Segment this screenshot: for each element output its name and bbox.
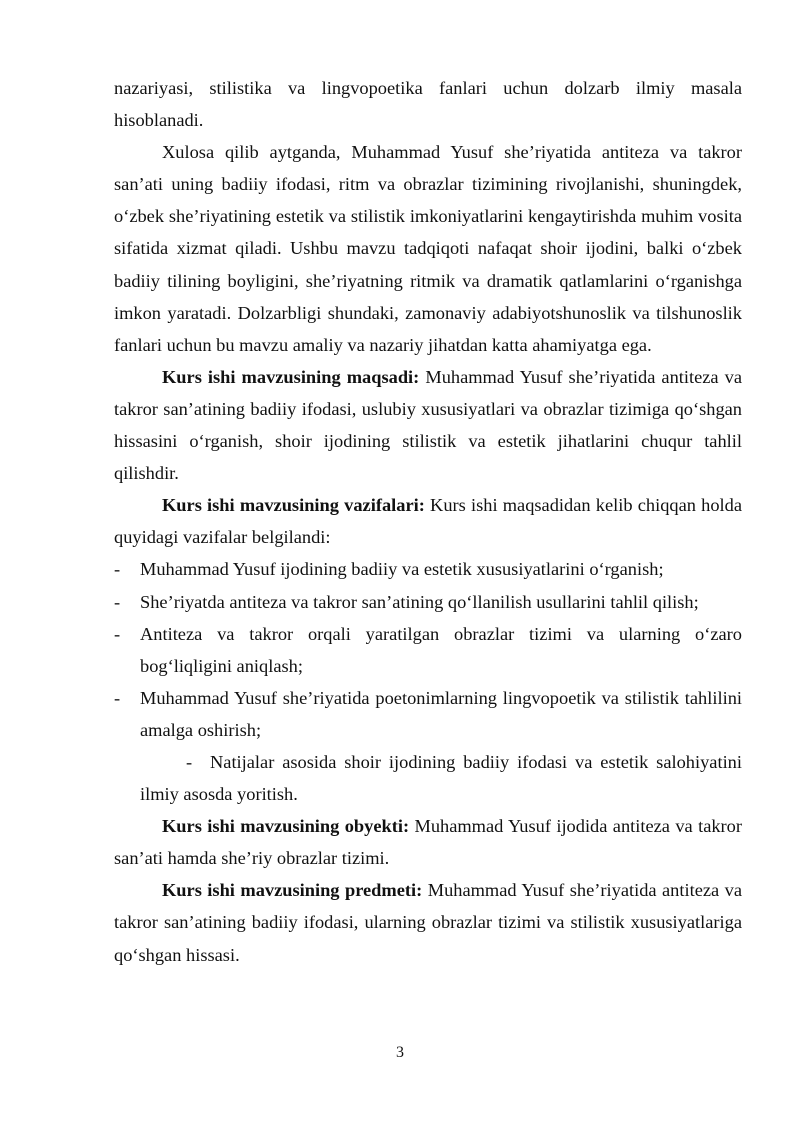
dash-marker: - [114, 687, 121, 708]
paragraph-subject [114, 874, 742, 970]
list-item [114, 746, 742, 810]
page-number: 3 [396, 1044, 404, 1061]
list-item-text: She’riyatda antiteza va takror san’atining qo‘llanilish usullarini tahlil qilish; [140, 591, 699, 612]
page-body [114, 72, 742, 971]
paragraph-object [114, 810, 742, 874]
paragraph-continued: nazariyasi, stilistika va lingvopoetika fanlari uchun dolzarb ilmiy masala hisoblanadi. [114, 78, 742, 131]
list-item-text: Natijalar asosida shoir ijodining badiiy ifodasi va estetik salohiyatini ilmiy asosda yoritish. [140, 751, 742, 805]
subject-heading: Kurs ishi mavzusining predmeti: [162, 880, 423, 901]
dash-marker: - [114, 559, 121, 580]
list-item [114, 586, 742, 618]
dash-marker: - [114, 591, 121, 612]
list-item [114, 553, 742, 585]
dash-marker: - [186, 751, 193, 772]
list-item [114, 618, 742, 682]
subject-text: Muhammad Yusuf she’riyatida antiteza va takror san’atining badiiy ifodasi, ularning obrazlar tizimi va stilistik xususiyatlariga qo‘shgan hissasi. [114, 880, 743, 965]
list-item-text: Antiteza va takror orqali yaratilgan obrazlar tizimi va ularning o‘zaro bog‘liqligini aniqlash; [140, 623, 742, 676]
list-item-text: Muhammad Yusuf ijodining badiiy va estetik xususiyatlarini o‘rganish; [140, 559, 664, 580]
paragraph-conclusion: Xulosa qilib aytganda, Muhammad Yusuf she’riyatida antiteza va takror san’ati uning badiiy ifodasi, ritm va obrazlar tizimining rivojlanishi, shuningdek, o‘zbek she’riyatining estetik va stilistik imkoniyatlarini kengaytirishda muhim vosita sifatida xizmat qiladi. Ushbu mavzu tadqiqoti nafaqat shoir ijodini, balki o‘zbek badiiy tilining boyligini, she’riyatning ritmik va dramatik qatlamlarini o‘rganishga imkon yaratadi. Dolzarbligi shundaki, zamonaviy adabiyotshunoslik va tilshunoslik fanlari uchun bu mavzu amaliy va nazariy jihatdan katta ahamiyatga ega. [114, 142, 742, 355]
goal-text: Muhammad Yusuf she’riyatida antiteza va takror san’atining badiiy ifodasi, uslubiy xususiyatlari va obrazlar tizimiga qo‘shgan hissasini o‘rganish, shoir ijodining stilistik va estetik jihatlarini chuqur tahlil qilishdir. [114, 366, 742, 484]
list-item [114, 682, 742, 746]
object-heading: Kurs ishi mavzusining obyekti: [162, 816, 410, 837]
paragraph-goal [114, 361, 742, 489]
dash-marker: - [114, 623, 121, 644]
list-item-text: Muhammad Yusuf she’riyatida poetonimlarning lingvopoetik va stilistik tahlilini amalga oshirish; [140, 687, 742, 740]
tasks-text: Kurs ishi maqsadidan kelib chiqqan holda quyidagi vazifalar belgilandi: [114, 495, 742, 548]
object-text: Muhammad Yusuf ijodida antiteza va takror san’ati hamda she’riy obrazlar tizimi. [114, 816, 742, 869]
tasks-list [114, 553, 742, 746]
paragraph-tasks [114, 489, 742, 553]
goal-heading: Kurs ishi mavzusining maqsadi: [162, 366, 420, 387]
tasks-heading: Kurs ishi mavzusining vazifalari: [162, 495, 425, 516]
